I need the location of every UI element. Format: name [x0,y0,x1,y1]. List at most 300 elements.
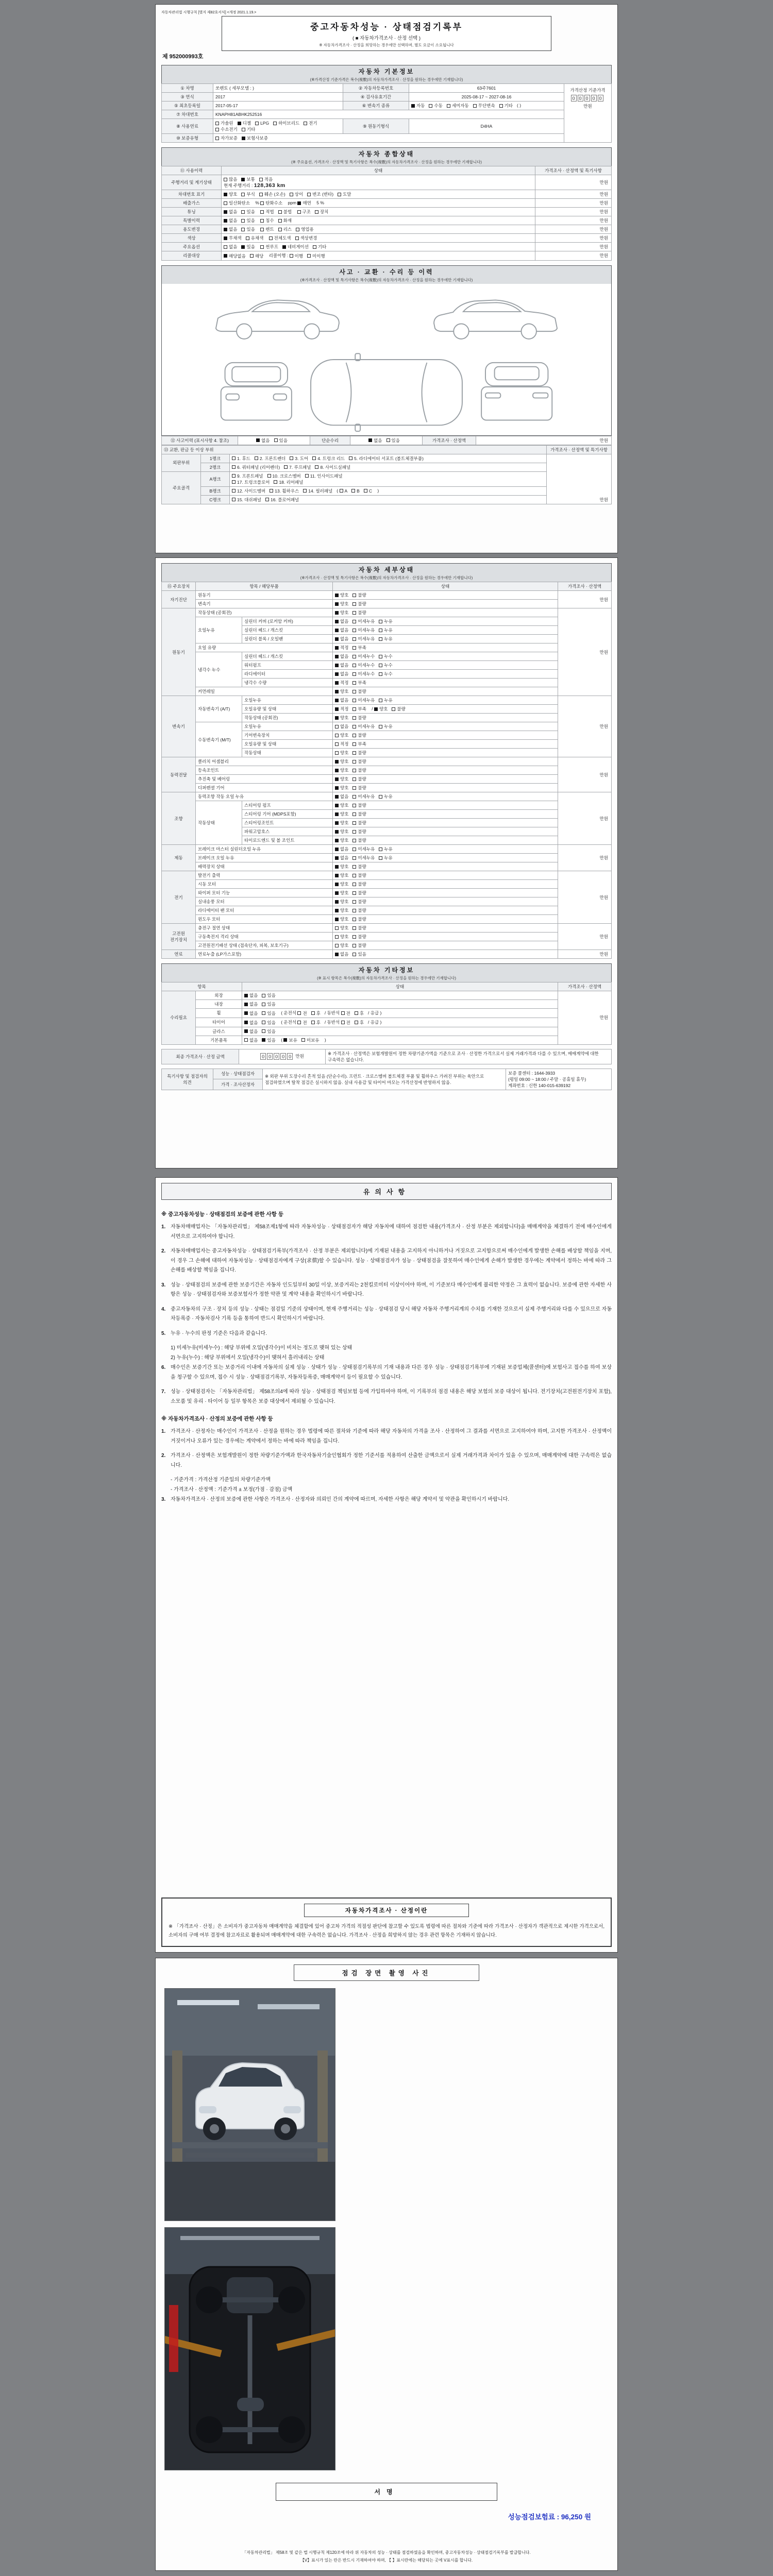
checkbox[interactable] [379,723,392,730]
checkbox[interactable] [297,1020,307,1026]
table-row [162,454,612,463]
checkbox[interactable] [297,209,311,215]
checkbox[interactable] [315,464,350,470]
checkbox[interactable] [335,645,348,651]
checkbox-checked-box [335,672,339,676]
checkbox[interactable] [374,706,388,712]
checkbox[interactable] [379,662,392,668]
checkbox[interactable] [352,951,366,957]
checkbox[interactable] [215,126,238,132]
checkbox[interactable] [224,235,242,241]
checkbox-label: 불량 [358,873,366,878]
checkbox-checked-box [374,707,378,711]
cell [333,687,558,696]
cell [196,950,333,959]
checkbox[interactable] [335,680,348,686]
checkbox[interactable] [352,706,366,712]
checkbox[interactable] [341,1010,350,1016]
checkbox-label: 없음 [249,1020,258,1025]
checkbox[interactable] [352,645,366,651]
checkbox[interactable] [352,863,366,870]
checkbox[interactable] [335,828,348,835]
checkbox[interactable] [259,176,273,182]
checkbox[interactable] [242,126,255,132]
cell [333,696,558,705]
checkbox[interactable] [335,907,348,913]
checkbox[interactable] [499,103,513,109]
checkbox[interactable] [355,1010,364,1016]
checkbox[interactable] [352,741,366,747]
checkbox[interactable] [352,925,366,931]
checkbox-box [305,474,309,478]
cell [326,1049,612,1064]
checkbox[interactable] [352,750,366,756]
checkbox[interactable] [256,437,270,444]
checkbox[interactable] [241,209,255,215]
text: 만원 [599,934,608,939]
cell [506,1069,612,1090]
checkbox-checked-box [335,909,339,912]
checkbox-box [270,489,273,493]
cell [558,991,612,1045]
checkbox[interactable] [246,235,264,241]
checkbox[interactable] [274,437,288,444]
checkbox[interactable] [270,488,299,494]
checkbox[interactable] [335,671,348,677]
table-row [162,101,612,110]
checkbox[interactable] [335,802,348,808]
checkbox[interactable] [262,992,275,998]
checkbox[interactable] [244,1010,258,1016]
checkbox[interactable] [335,925,348,931]
table-row [162,234,612,243]
checkbox-label: 구조 [302,209,311,214]
checkbox[interactable] [262,1037,275,1043]
checkbox-label: 미이행 [312,253,325,259]
checkbox[interactable] [244,1001,258,1007]
checkbox[interactable] [224,176,237,182]
checkbox[interactable] [352,899,366,905]
checkbox[interactable] [335,934,348,940]
checkbox[interactable] [215,120,233,126]
checkbox-label: 양호 [340,803,349,808]
checkbox[interactable] [335,872,348,878]
checkbox[interactable] [241,176,255,182]
checkbox[interactable] [335,627,348,633]
checkbox-label: 세미자동 [451,103,469,108]
checkbox[interactable] [352,837,366,843]
checkbox[interactable] [232,497,261,503]
checkbox[interactable] [260,226,274,232]
checkbox[interactable] [335,890,348,896]
checkbox-label: 없음 [340,855,349,860]
checkbox[interactable] [262,1001,275,1007]
checkbox[interactable] [355,1020,364,1026]
checkbox-box [352,594,356,597]
checkbox[interactable] [352,662,375,668]
checkbox[interactable] [242,135,268,141]
checkbox-checked-box [335,891,339,895]
checkbox[interactable] [282,244,309,250]
checkbox[interactable] [335,785,348,791]
checkbox[interactable] [224,200,250,206]
checkbox[interactable] [224,226,237,232]
checkbox[interactable] [352,688,366,694]
checkbox[interactable] [244,1028,258,1035]
checkbox-box [241,219,245,223]
checkbox[interactable] [335,706,348,712]
checkbox[interactable] [295,235,317,241]
checkbox-label: 색상변경 [300,235,317,241]
checkbox[interactable] [232,488,265,494]
checkbox[interactable] [352,793,375,800]
checkbox[interactable] [335,715,348,721]
checkbox[interactable] [260,217,274,224]
notice-section-1-title: ※ 중고자동차성능 · 상태점검의 보증에 관한 사항 등 [161,1211,283,1217]
checkbox[interactable] [352,811,366,817]
checkbox[interactable] [335,793,348,800]
checkbox[interactable] [296,226,314,232]
checkbox-label: 리스 [283,227,292,232]
checkbox-box [262,1003,265,1006]
checkbox[interactable] [313,244,326,250]
checkbox[interactable] [341,1020,350,1026]
notice-item-text: 성능 · 상태점검의 보증에 관한 보증기간은 자동차 인도일부터 30일 이상, 보증거리는 2천킬로미터 이상이어야 하며, 이 기준보다 매수인에게 불리한 약정은 그 효력이 없습니다. 보증에 관한 자세한 사항은 성능 · 상태점검자와 보증보험사가 정한 약관 및 계약 내용을 확인하시기 바랍니다. [171,1282,612,1297]
signature-box[interactable]: 서명 [276,2483,497,2501]
checkbox-box [260,228,264,231]
checkbox[interactable] [335,609,348,616]
checkbox[interactable] [274,479,303,485]
text: KNAPH81ABHK252516 [215,112,262,117]
checkbox-checked-box [335,918,339,921]
checkbox[interactable] [335,601,348,607]
checkbox[interactable] [335,942,348,948]
checkbox[interactable] [335,811,348,817]
checkbox-label: 미세누수 [358,671,375,676]
checkbox[interactable] [335,741,348,747]
checkbox[interactable] [335,951,348,957]
checkbox[interactable] [429,103,442,109]
checkbox[interactable] [224,191,237,197]
checkbox-label: 불량 [397,706,406,711]
checkbox[interactable] [352,802,366,808]
digit-box: 0 [591,95,597,101]
checkbox[interactable] [352,592,366,598]
notice-item-number: 1. [161,1224,166,1230]
checkbox[interactable] [311,1010,321,1016]
checkbox[interactable] [340,488,348,494]
checkbox[interactable] [335,820,348,826]
checkbox[interactable] [352,653,375,659]
checkbox[interactable] [283,1037,297,1043]
checkbox[interactable] [352,820,366,826]
checkbox[interactable] [303,488,332,494]
checkbox[interactable] [335,776,348,782]
checkbox-label: 가솔린 [221,121,233,126]
checkbox[interactable] [352,872,366,878]
checkbox[interactable] [335,636,348,642]
checkbox[interactable] [386,437,400,444]
checkbox[interactable] [352,934,366,940]
checkbox-label: 렌트 [265,227,274,232]
checkbox[interactable] [473,103,495,109]
checkbox-label: 부식 [246,192,255,197]
checkbox[interactable] [250,253,263,259]
checkbox-label: 불량 [358,785,366,790]
checkbox[interactable] [352,627,375,633]
checkbox[interactable] [352,636,375,642]
checkbox[interactable] [297,1010,307,1016]
checkbox[interactable] [352,715,366,721]
checkbox[interactable] [335,592,348,598]
checkbox[interactable] [335,899,348,905]
checkbox[interactable] [379,846,392,852]
checkbox-label: 하이브리드 [278,121,300,126]
inspection-photo-1 [164,1988,335,2221]
text: 외판부위 [173,460,190,466]
checkbox[interactable] [260,200,282,206]
checkbox[interactable] [255,455,286,462]
checkbox-box [335,751,339,755]
checkbox[interactable] [262,1010,275,1016]
text: 작동상태 (공회전) [244,715,278,720]
checkbox[interactable] [262,1028,275,1035]
checkbox[interactable] [447,103,469,109]
text: 실린더 헤드 / 개스킷 [244,628,283,633]
table-row [162,445,612,454]
checkbox[interactable] [338,191,351,197]
checkbox[interactable] [307,253,325,259]
checkbox[interactable] [311,1020,321,1026]
checkbox[interactable] [244,1037,258,1043]
checkbox[interactable] [241,244,255,250]
checkbox[interactable] [297,200,311,206]
checkbox-checked-box [256,438,260,442]
checkbox[interactable] [269,235,291,241]
checkbox[interactable] [259,191,285,197]
checkbox[interactable] [307,191,333,197]
checkbox[interactable] [232,479,270,485]
checkbox[interactable] [244,992,258,998]
checkbox[interactable] [335,916,348,922]
checkbox[interactable] [290,455,308,462]
checkbox-box [255,122,259,125]
checkbox[interactable] [335,618,348,624]
checkbox[interactable] [352,697,375,703]
checkbox[interactable] [352,732,366,738]
checkbox[interactable] [335,846,348,852]
text: 상태 [395,984,405,989]
checkbox-label: 양호 [340,908,349,913]
checkbox[interactable] [379,627,392,633]
checkbox[interactable] [392,706,405,712]
checkbox[interactable] [232,455,250,462]
checkbox-box [379,672,382,676]
checkbox[interactable] [278,217,292,224]
cell [333,933,558,941]
checkbox-box [352,751,356,755]
checkbox[interactable] [379,618,392,624]
checkbox-label: 수소전기 [221,127,238,132]
checkbox[interactable] [262,1020,275,1026]
checkbox-label: 불법 [283,209,292,214]
checkbox[interactable] [278,209,292,215]
checkbox[interactable] [411,103,425,109]
checkbox[interactable] [312,455,345,462]
checkbox[interactable] [335,855,348,861]
checkbox[interactable] [265,497,299,503]
checkbox-label: 누수 [384,671,393,676]
header-cell [162,436,238,445]
checkbox[interactable] [364,488,372,494]
checkbox[interactable] [241,191,255,197]
text: 기어변속장치 [244,733,270,738]
table-row [162,1009,612,1018]
table-row [162,119,612,134]
checkbox[interactable] [255,121,269,126]
checkbox[interactable] [368,437,382,444]
checkbox[interactable] [215,135,238,141]
digit-box: 0 [274,1053,279,1060]
checkbox[interactable] [335,750,348,756]
checkbox[interactable] [238,120,251,126]
header-cell [162,84,213,93]
checkbox[interactable] [335,767,348,773]
checkbox[interactable] [352,942,366,948]
checkbox[interactable] [290,253,303,259]
checkbox[interactable] [335,881,348,887]
checkbox[interactable] [304,120,317,126]
checkbox[interactable] [241,226,255,232]
checkbox[interactable] [260,244,278,250]
text: 윈도우 모터 [198,917,221,922]
checkbox[interactable] [352,680,366,686]
checkbox-label: 양호 [340,733,349,738]
checkbox[interactable] [232,473,263,479]
checkbox[interactable] [335,758,348,765]
checkbox-label: 수동 [434,103,443,108]
checkbox[interactable] [352,785,366,791]
data-table [161,1069,612,1090]
cell [242,810,333,819]
checkbox[interactable] [352,618,375,624]
checkbox[interactable] [335,688,348,694]
checkbox[interactable] [352,767,366,773]
checkbox[interactable] [335,732,348,738]
checkbox[interactable] [335,697,348,703]
checkbox[interactable] [379,697,392,703]
cell [558,792,612,845]
checkbox[interactable] [352,846,375,852]
checkbox-label: 미세누유 [358,619,375,624]
checkbox[interactable] [224,209,237,215]
header-cell [162,454,201,471]
checkbox[interactable] [352,609,366,616]
cell [213,110,564,119]
checkbox[interactable] [352,855,375,861]
price-option-line: ( ■ 자동차가격조사 · 산정 선택 ) [352,36,421,41]
checkbox[interactable] [224,253,246,259]
checkbox[interactable] [352,890,366,896]
text: 충전구 절연 상태 [198,925,230,930]
checkbox[interactable] [335,863,348,870]
checkbox[interactable] [352,828,366,835]
checkbox[interactable] [284,464,311,470]
checkbox[interactable] [352,723,375,730]
checkbox-box [297,210,301,214]
checkbox[interactable] [305,473,343,479]
checkbox[interactable] [278,226,292,232]
checkbox[interactable] [352,671,375,677]
text: 만원 [599,894,608,900]
checkbox[interactable] [224,244,237,250]
checkbox[interactable] [379,653,392,659]
checkbox[interactable] [224,217,237,224]
checkbox[interactable] [379,636,392,642]
checkbox-label: 영업용 [301,227,314,232]
checkbox[interactable] [379,855,392,861]
checkbox[interactable] [379,793,392,800]
checkbox-box [352,602,356,606]
checkbox[interactable] [352,601,366,607]
checkbox-label: 있음 [267,1037,276,1043]
checkbox[interactable] [260,209,274,215]
checkbox[interactable] [315,209,328,215]
notice-item-number: 2. [161,1248,166,1254]
cell [333,591,558,600]
checkbox-label: 없음 [249,993,258,998]
header-cell [558,582,612,591]
checkbox-box [352,891,356,895]
checkbox[interactable] [335,837,348,843]
checkbox[interactable] [241,217,255,224]
checkbox[interactable] [352,916,366,922]
checkbox[interactable] [379,671,392,677]
header-cell [162,1069,213,1090]
checkbox-label: 기타 [504,103,513,108]
checkbox[interactable] [267,473,301,479]
checkbox[interactable] [335,723,348,730]
checkbox[interactable] [352,881,366,887]
checkbox[interactable] [301,1037,320,1043]
checkbox[interactable] [335,653,348,659]
checkbox[interactable] [273,120,299,126]
checkbox[interactable] [349,455,424,462]
checkbox-checked-box [335,769,339,772]
checkbox-label: 적정 [340,706,349,711]
cell [242,679,333,687]
cell [242,722,333,731]
section-title: 자동차 기본정보 [358,68,415,75]
text: 수리필요 [170,1015,187,1021]
cell [333,810,558,819]
checkbox[interactable] [352,758,366,765]
checkbox-label: 있음 [246,227,255,232]
checkbox[interactable] [335,662,348,668]
cell [333,714,558,722]
checkbox-box [352,690,356,693]
text: B랭크 [209,488,221,494]
checkbox[interactable] [352,907,366,913]
checkbox[interactable] [351,488,360,494]
checkbox[interactable] [290,191,303,197]
checkbox[interactable] [232,464,280,470]
checkbox[interactable] [352,776,366,782]
checkbox[interactable] [244,1020,258,1026]
checkbox-label: 무채색 [229,235,242,241]
checkbox-label: 12. 사이드멤버 [237,488,266,494]
notice-item [161,1329,612,1339]
